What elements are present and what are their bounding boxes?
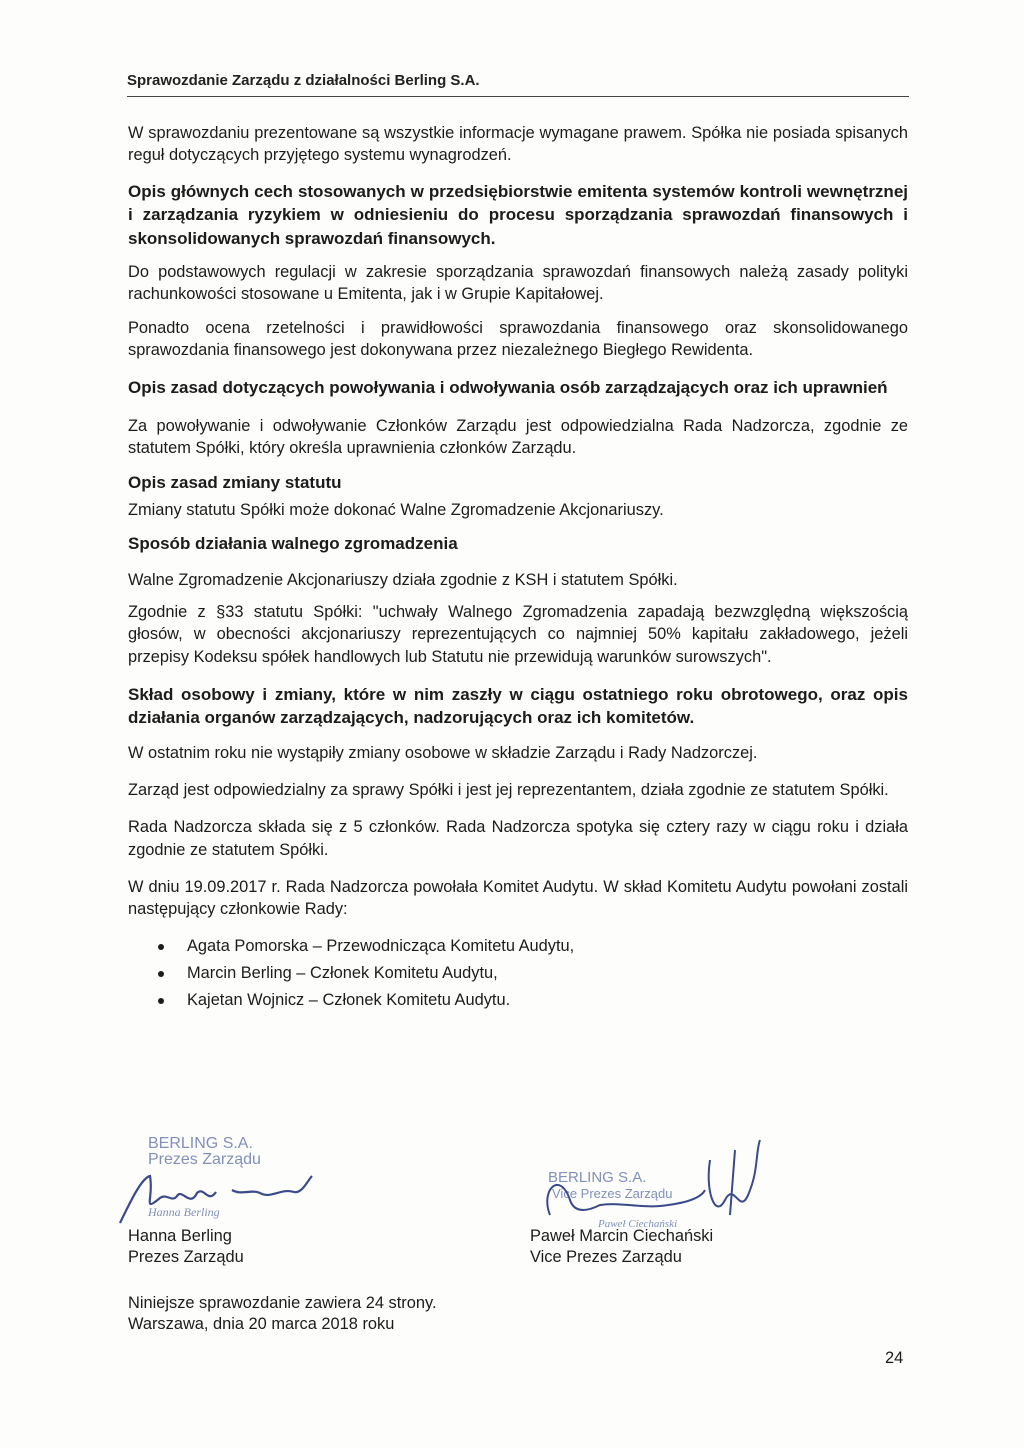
place-date: Warszawa, dnia 20 marca 2018 roku [128,1315,395,1333]
page-header: Sprawozdanie Zarządu z działalności Berling S.A. [127,72,480,89]
paragraph: W ostatnim roku nie wystąpiły zmiany osobowe w składzie Zarządu i Rady Nadzorczej. [128,743,758,762]
stamp-name: Paweł Ciechański [598,1218,678,1230]
signatory-role: Vice Prezes Zarządu [530,1248,682,1266]
section-heading: Opis zasad dotyczących powoływania i odwoływania osób zarządzających oraz ich uprawnień [128,378,888,398]
stamp-role: Prezes Zarządu [148,1151,261,1168]
section-heading: Skład osobowy i zmiany, które w nim zaszły w ciągu ostatniego roku obrotowego, oraz opis działania organów zarządzających, nadzorujących oraz ich komitetów. [128,684,908,728]
paragraph: Za powoływanie i odwoływanie Członków Zarządu jest odpowiedzialna Rada Nadzorcza, zgodnie ze statutem Spółki, który określa uprawnienia członków Zarządu. [128,416,908,458]
paragraph: Rada Nadzorcza składa się z 5 członków. Rada Nadzorcza spotyka się cztery razy w ciągu roku i działa zgodnie ze statutem Spółki. [128,818,908,859]
signature-block-right [530,1226,713,1268]
document-body [128,122,908,1014]
paragraph: Zgodnie z §33 statutu Spółki: "uchwały Walnego Zgromadzenia zapadają bezwzględną większością głosów, w obecności akcjonariuszy reprezentujących co najmniej 50% kapitału zakładowego, jeżeli przepisy Kodeksu spółek handlowych lub Statutu nie przewidują warunków surowszych". [128,602,908,666]
page-number: 24 [885,1349,904,1367]
section-heading: Opis głównych cech stosowanych w przedsiębiorstwie emitenta systemów kontroli wewnętrznej i zarządzania ryzykiem w odniesieniu do procesu sporządzania sprawozdań finansowych i skonsolidowanych sprawozdań finansowych. [128,181,908,248]
stamp-company: BERLING S.A. [548,1169,647,1186]
paragraph: W dniu 19.09.2017 r. Rada Nadzorcza powołała Komitet Audytu. W skład Komitetu Audytu powołani zostali następujący członkowie Rady: [128,878,908,919]
stamp-name: Hanna Berling [148,1205,220,1219]
signature-pawel-ciechanski [530,1130,770,1230]
paragraph: Walne Zgromadzenie Akcjonariuszy działa zgodnie z KSH i statutem Spółki. [128,570,678,589]
paragraph: Zarząd jest odpowiedzialny za sprawy Spółki i jest jej reprezentantem, działa zgodnie ze statutem Spółki. [128,781,889,800]
paragraph: Do podstawowych regulacji w zakresie sporządzania sprawozdań finansowych należą zasady polityki rachunkowości stosowane u Emitenta, jak i w Grupie Kapitałowej. [128,263,908,304]
signatory-name: Hanna Berling [128,1227,232,1245]
committee-members-list [128,933,908,1014]
stamp-company: BERLING S.A. [148,1135,253,1152]
document-footer [128,1293,437,1335]
section-heading: Opis zasad zmiany statutu [128,473,342,493]
paragraph: W sprawozdaniu prezentowane są wszystkie informacje wymagane prawem. Spółka nie posiada spisanych reguł dotyczących przyjętego systemu wynagrodzeń. [128,124,908,165]
list-item: Marcin Berling – Członek Komitetu Audytu, [128,960,908,987]
stamp-role: Vice Prezes Zarządu [552,1186,673,1201]
signature-block-left [128,1226,244,1268]
company-stamp [148,1136,261,1168]
signatory-name: Paweł Marcin Ciechański [530,1227,714,1245]
header-divider [127,96,909,97]
pages-note: Niniejsze sprawozdanie zawiera 24 strony. [128,1294,437,1312]
paragraph: Ponadto ocena rzetelności i prawidłowości sprawozdania finansowego oraz skonsolidowanego sprawozdania finansowego jest dokonywana przez niezależnego Biegłego Rewidenta. [128,318,908,359]
signatory-role: Prezes Zarządu [128,1248,244,1266]
section-heading: Sposób działania walnego zgromadzenia [128,534,458,554]
paragraph: Zmiany statutu Spółki może dokonać Walne Zgromadzenie Akcjonariuszy. [128,500,664,519]
list-item: Kajetan Wojnicz – Członek Komitetu Audytu. [128,987,908,1014]
list-item: Agata Pomorska – Przewodnicząca Komitetu Audytu, [128,933,908,960]
